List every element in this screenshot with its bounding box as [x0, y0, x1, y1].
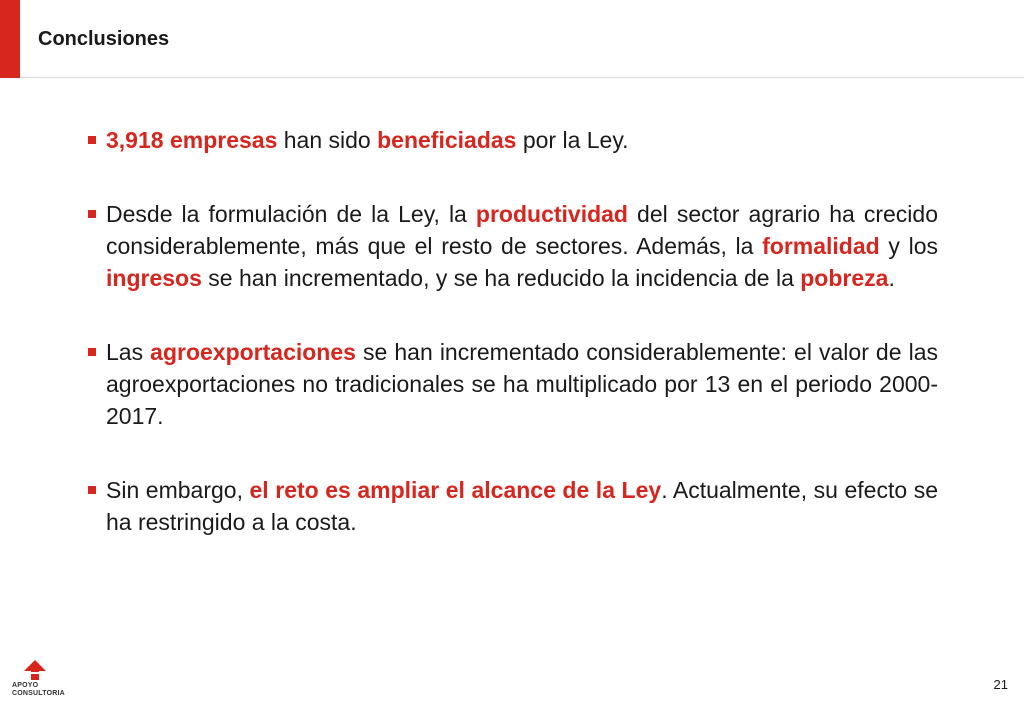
square-bullet-icon: [88, 486, 96, 494]
bullet-text: . Actualmente, su efecto se ha restringido a la costa.: [106, 477, 938, 535]
bullet-text: Desde la formulación de la Ley, la: [106, 201, 476, 227]
highlighted-text: agroexportaciones: [150, 339, 356, 365]
page-number: 21: [993, 677, 1008, 692]
highlighted-text: ingresos: [106, 265, 202, 291]
bullet-item: [86, 198, 938, 294]
highlighted-text: formalidad: [762, 233, 880, 259]
bullet-item: [86, 336, 938, 432]
bullet-item: [86, 124, 938, 156]
highlighted-text: el reto es ampliar el alcance de la Ley: [249, 477, 662, 503]
square-bullet-icon: [88, 210, 96, 218]
square-bullet-icon: [88, 348, 96, 356]
square-bullet-icon: [88, 136, 96, 144]
highlighted-text: productividad: [475, 201, 628, 227]
highlighted-text: beneficiadas: [377, 127, 517, 153]
header-accent-bar: [0, 0, 20, 78]
logo-text-line2: CONSULTORIA: [12, 690, 65, 697]
highlighted-text: 3,918 empresas: [106, 127, 278, 153]
bullet-text: han sido: [277, 127, 378, 153]
logo-wordmark: [12, 682, 65, 698]
bullet-text: se han incrementado, y se ha reducido la incidencia de la: [201, 265, 801, 291]
apoyo-logo-icon: [24, 660, 46, 680]
conclusions-list: [86, 124, 938, 538]
bullet-text: por la Ley.: [516, 127, 629, 153]
bullet-text: del sector agrario ha crecido considerablemente, más que el resto de sectores. Además, la: [106, 201, 938, 259]
apoyo-logo: [12, 660, 68, 698]
bullet-text: Las: [106, 339, 151, 365]
header-divider: [20, 77, 1024, 78]
bullet-text: se han incrementado considerablemente: el valor de las agroexportaciones no tradicionales se ha multiplicado por 13 en el periodo 2000-2017.: [106, 339, 938, 429]
highlighted-text: pobreza: [800, 265, 889, 291]
page-title: Conclusiones: [38, 28, 170, 50]
bullet-text: y los: [879, 233, 938, 259]
bullet-text: Sin embargo,: [106, 477, 250, 503]
logo-text-line1: APOYO: [12, 682, 39, 689]
bullet-text: .: [888, 265, 895, 291]
bullet-item: [86, 474, 938, 538]
